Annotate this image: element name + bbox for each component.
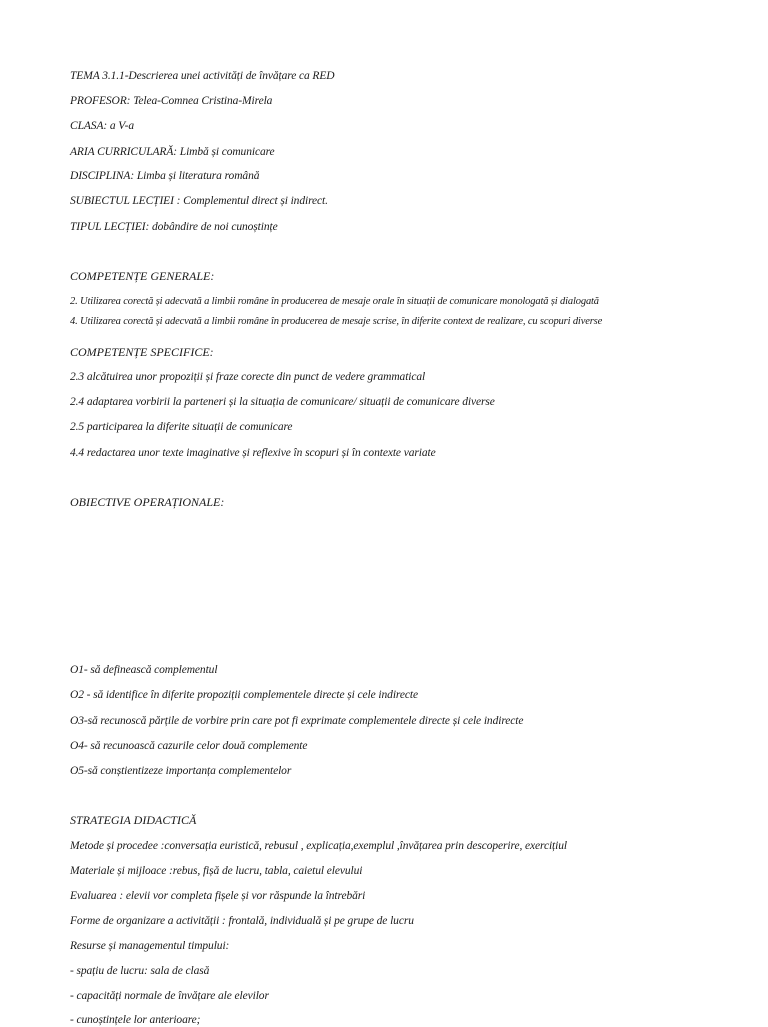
competenta-generala-item: 2. Utilizarea corectă și adecvată a limbii române în producerea de mesaje orale în situații de comunicare monologată și dialogată <box>70 296 599 307</box>
disciplina-line: DISCIPLINA: Limba și literatura română <box>70 170 260 182</box>
strategia-item: Materiale și mijloace :rebus, fișă de lucru, tabla, caietul elevului <box>70 865 363 877</box>
strategia-item: - capacități normale de învățare ale elevilor <box>70 990 269 1002</box>
competenta-specifica-item: 2.4 adaptarea vorbirii la parteneri și la situația de comunicare/ situații de comunicare diverse <box>70 396 495 408</box>
strategia-item: - spațiu de lucru: sala de clasă <box>70 965 210 977</box>
strategia-item: Forme de organizare a activității : frontală, individuală și pe grupe de lucru <box>70 915 414 927</box>
obiective-title: OBIECTIVE OPERAȚIONALE: <box>70 495 225 509</box>
competenta-specifica-item: 2.5 participarea la diferite situații de comunicare <box>70 421 293 433</box>
competenta-generala-item: 4. Utilizarea corectă și adecvată a limbii române în producerea de mesaje scrise, în diferite context de realizare, cu scopuri diverse <box>70 316 603 327</box>
tema-line: TEMA 3.1.1-Descrierea unei activități de învățare ca RED <box>70 70 335 82</box>
tipul-line: TIPUL LECȚIEI: dobândire de noi cunoștințe <box>70 221 278 233</box>
strategia-item: Metode și procedee :conversația euristică, rebusul , explicația,exemplul ,învățarea prin descoperire, exercițiul <box>70 840 567 852</box>
strategia-title: STRATEGIA DIDACTICĂ <box>70 813 197 827</box>
competenta-specifica-item: 2.3 alcătuirea unor propoziții și fraze corecte din punct de vedere grammatical <box>70 371 426 383</box>
subiectul-line: SUBIECTUL LECȚIEI : Complementul direct și indirect. <box>70 195 328 207</box>
strategia-item: Resurse și managementul timpului: <box>70 940 230 952</box>
strategia-item: Evaluarea : elevii vor completa fișele și vor răspunde la întrebări <box>70 890 366 902</box>
obiectiv-item: O1- să definească complementul <box>70 664 218 676</box>
obiectiv-item: O5-să conștientizeze importanța complementelor <box>70 765 292 777</box>
obiectiv-item: O4- să recunoască cazurile celor două complemente <box>70 740 308 752</box>
profesor-line: PROFESOR: Telea-Comnea Cristina-Mirela <box>70 95 273 107</box>
aria-line: ARIA CURRICULARĂ: Limbă și comunicare <box>70 146 275 158</box>
competente-specifice-title: COMPETENȚE SPECIFICE: <box>70 345 214 359</box>
clasa-line: CLASA: a V-a <box>70 120 134 132</box>
obiectiv-item: O2 - să identifice în diferite propoziții complementele directe și cele indirecte <box>70 689 418 701</box>
obiectiv-item: O3-să recunoscă părțile de vorbire prin care pot fi exprimate complementele directe și cele indirecte <box>70 715 524 727</box>
competente-generale-title: COMPETENȚE GENERALE: <box>70 269 215 283</box>
competenta-specifica-item: 4.4 redactarea unor texte imaginative și reflexive în scopuri și în contexte variate <box>70 447 436 459</box>
strategia-item: - cunoștințele lor anterioare; <box>70 1014 201 1026</box>
